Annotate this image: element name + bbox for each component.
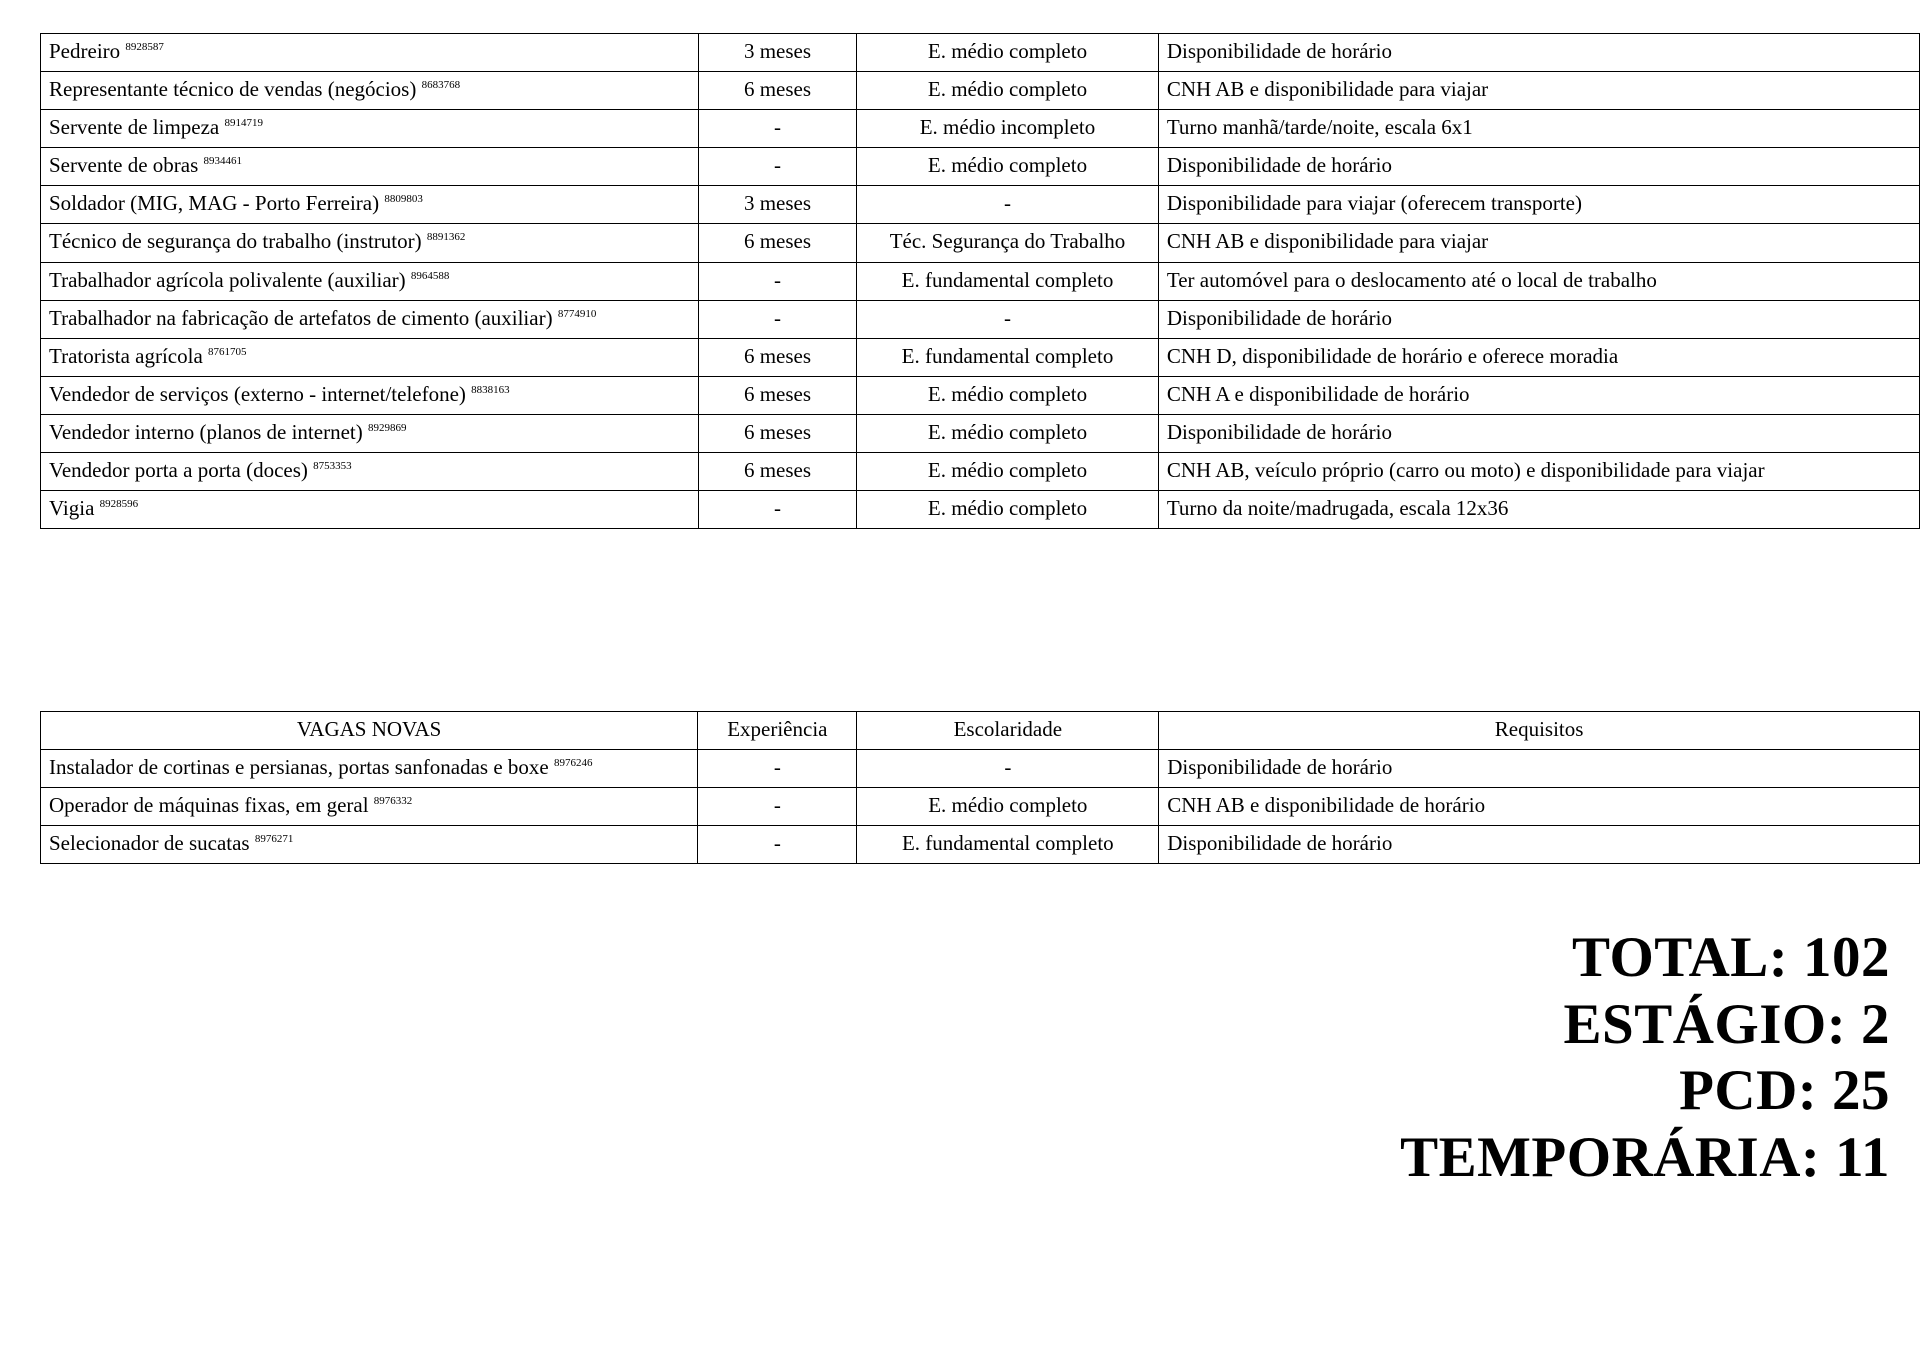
cell-experiencia: 6 meses <box>698 376 856 414</box>
cell-cargo <box>41 788 698 826</box>
cell-escolaridade: E. médio completo <box>857 376 1159 414</box>
cell-experiencia: 3 meses <box>698 34 856 72</box>
cargo-text: Servente de obras <box>49 153 199 178</box>
cargo-text: Vigia <box>49 496 95 521</box>
cargo-code: 8976271 <box>254 833 294 846</box>
total-temporaria: TEMPORÁRIA: 11 <box>1400 1126 1890 1190</box>
cell-cargo <box>41 826 698 864</box>
cargo-text: Soldador (MIG, MAG - Porto Ferreira) <box>49 191 380 216</box>
cell-cargo <box>41 110 699 148</box>
cell-requisitos: CNH AB, veículo próprio (carro ou moto) e disponibilidade para viajar <box>1158 453 1919 491</box>
cargo-code: 8838163 <box>471 383 510 396</box>
table-body <box>41 750 1920 864</box>
cell-requisitos: Disponibilidade de horário <box>1158 34 1919 72</box>
total-pcd: PCD: 25 <box>1679 1059 1890 1123</box>
cell-cargo <box>41 414 699 452</box>
cell-requisitos: Disponibilidade para viajar (oferecem transporte) <box>1158 186 1919 224</box>
cell-experiencia: - <box>698 300 856 338</box>
cell-cargo <box>41 224 699 262</box>
cargo-text: Selecionador de sucatas <box>49 831 250 856</box>
cell-requisitos: Ter automóvel para o deslocamento até o local de trabalho <box>1158 262 1919 300</box>
cell-cargo <box>41 186 699 224</box>
cargo-text: Técnico de segurança do trabalho (instrutor) <box>49 229 422 254</box>
cargo-code: 8976332 <box>373 795 413 808</box>
cargo-text: Trabalhador na fabricação de artefatos de cimento (auxiliar) <box>49 305 553 330</box>
header-experiencia: Experiência <box>698 712 857 750</box>
table-row <box>41 72 1920 110</box>
total-estagio: ESTÁGIO: 2 <box>1563 992 1890 1056</box>
cell-escolaridade: E. médio completo <box>857 788 1159 826</box>
cell-escolaridade: - <box>857 300 1159 338</box>
cell-escolaridade: - <box>857 186 1159 224</box>
cell-requisitos: CNH AB e disponibilidade para viajar <box>1158 72 1919 110</box>
cell-cargo <box>41 148 699 186</box>
vagas-continuation-table-wrapper <box>40 33 1920 529</box>
cell-experiencia: 3 meses <box>698 186 856 224</box>
table-row <box>41 414 1920 452</box>
cell-experiencia: 6 meses <box>698 338 856 376</box>
cell-cargo <box>41 491 699 529</box>
header-escolaridade: Escolaridade <box>857 712 1159 750</box>
header-vagas-novas: VAGAS NOVAS <box>41 712 698 750</box>
cargo-text: Vendedor interno (planos de internet) <box>49 419 363 444</box>
table-header <box>41 712 1920 750</box>
table-body <box>41 34 1920 529</box>
cargo-text: Vendedor porta a porta (doces) <box>49 458 308 483</box>
cell-cargo <box>41 376 699 414</box>
cargo-text: Trabalhador agrícola polivalente (auxiliar) <box>49 267 406 292</box>
cell-experiencia: - <box>698 491 856 529</box>
table-row <box>41 826 1920 864</box>
cell-requisitos: CNH AB e disponibilidade para viajar <box>1158 224 1919 262</box>
table-row <box>41 338 1920 376</box>
cell-requisitos: CNH D, disponibilidade de horário e oferece moradia <box>1158 338 1919 376</box>
cell-requisitos: Turno da noite/madrugada, escala 12x36 <box>1158 491 1919 529</box>
cell-requisitos: Disponibilidade de horário <box>1158 414 1919 452</box>
cell-escolaridade: E. médio completo <box>857 491 1159 529</box>
totals-summary <box>1400 925 1890 1192</box>
cargo-code: 8976246 <box>553 757 593 770</box>
cargo-code: 8928587 <box>125 41 164 53</box>
cell-escolaridade: E. médio completo <box>857 34 1159 72</box>
cell-experiencia: - <box>698 788 857 826</box>
cell-requisitos: Turno manhã/tarde/noite, escala 6x1 <box>1158 110 1919 148</box>
cell-cargo <box>41 262 699 300</box>
header-requisitos: Requisitos <box>1159 712 1920 750</box>
table-row <box>41 300 1920 338</box>
vagas-novas-table <box>40 711 1920 864</box>
cell-escolaridade: E. fundamental completo <box>857 262 1159 300</box>
vagas-continuation-table <box>40 33 1920 529</box>
cell-escolaridade: Téc. Segurança do Trabalho <box>857 224 1159 262</box>
cargo-code: 8753353 <box>313 460 352 473</box>
cell-requisitos: Disponibilidade de horário <box>1159 826 1920 864</box>
cell-escolaridade: E. médio incompleto <box>857 110 1159 148</box>
cargo-text: Tratorista agrícola <box>49 343 203 368</box>
cargo-code: 8928596 <box>99 498 139 511</box>
cell-escolaridade: E. médio completo <box>857 453 1159 491</box>
table-row <box>41 750 1920 788</box>
cell-escolaridade: - <box>857 750 1159 788</box>
cargo-code: 8934461 <box>203 155 243 168</box>
table-row <box>41 34 1920 72</box>
cargo-text: Representante técnico de vendas (negócios) <box>49 77 417 102</box>
cargo-text: Vendedor de serviços (externo - internet/telefone) <box>49 381 466 406</box>
cargo-code: 8964588 <box>410 269 450 282</box>
cell-requisitos: Disponibilidade de horário <box>1159 750 1920 788</box>
cargo-text: Servente de limpeza <box>49 115 220 140</box>
table-row <box>41 262 1920 300</box>
vagas-novas-table-wrapper <box>40 711 1920 864</box>
cell-requisitos: CNH AB e disponibilidade de horário <box>1159 788 1920 826</box>
cargo-code: 8914719 <box>224 117 264 130</box>
table-row <box>41 491 1920 529</box>
cell-cargo <box>41 453 699 491</box>
cell-experiencia: - <box>698 110 856 148</box>
cell-cargo <box>41 72 699 110</box>
cell-cargo <box>41 750 698 788</box>
cell-experiencia: - <box>698 826 857 864</box>
cell-experiencia: - <box>698 750 857 788</box>
cell-requisitos: Disponibilidade de horário <box>1158 300 1919 338</box>
cell-experiencia: 6 meses <box>698 453 856 491</box>
cell-escolaridade: E. fundamental completo <box>857 338 1159 376</box>
cell-experiencia: 6 meses <box>698 414 856 452</box>
cargo-code: 8774910 <box>557 307 597 320</box>
table-row <box>41 788 1920 826</box>
table-row <box>41 453 1920 491</box>
table-row <box>41 224 1920 262</box>
cell-escolaridade: E. médio completo <box>857 414 1159 452</box>
cell-experiencia: - <box>698 262 856 300</box>
cell-cargo <box>41 338 699 376</box>
cell-escolaridade: E. médio completo <box>857 72 1159 110</box>
cargo-code: 8683768 <box>421 79 461 92</box>
cargo-code: 8761705 <box>208 345 247 358</box>
cargo-text: Instalador de cortinas e persianas, portas sanfonadas e boxe <box>49 755 549 780</box>
cargo-text: Pedreiro <box>49 39 121 63</box>
table-row <box>41 110 1920 148</box>
table-row <box>41 376 1920 414</box>
cargo-code: 8891362 <box>426 231 466 244</box>
table-row <box>41 148 1920 186</box>
cell-experiencia: - <box>698 148 856 186</box>
cargo-text: Operador de máquinas fixas, em geral <box>49 793 369 818</box>
cell-escolaridade: E. fundamental completo <box>857 826 1159 864</box>
cargo-code: 8929869 <box>367 421 407 434</box>
cargo-code: 8809803 <box>384 193 423 206</box>
cell-requisitos: CNH A e disponibilidade de horário <box>1158 376 1919 414</box>
total-geral: TOTAL: 102 <box>1571 926 1890 989</box>
cell-cargo <box>41 34 699 72</box>
cell-cargo <box>41 300 699 338</box>
cell-experiencia: 6 meses <box>698 72 856 110</box>
table-row <box>41 186 1920 224</box>
cell-requisitos: Disponibilidade de horário <box>1158 148 1919 186</box>
header-row <box>41 712 1920 750</box>
cell-experiencia: 6 meses <box>698 224 856 262</box>
cell-escolaridade: E. médio completo <box>857 148 1159 186</box>
